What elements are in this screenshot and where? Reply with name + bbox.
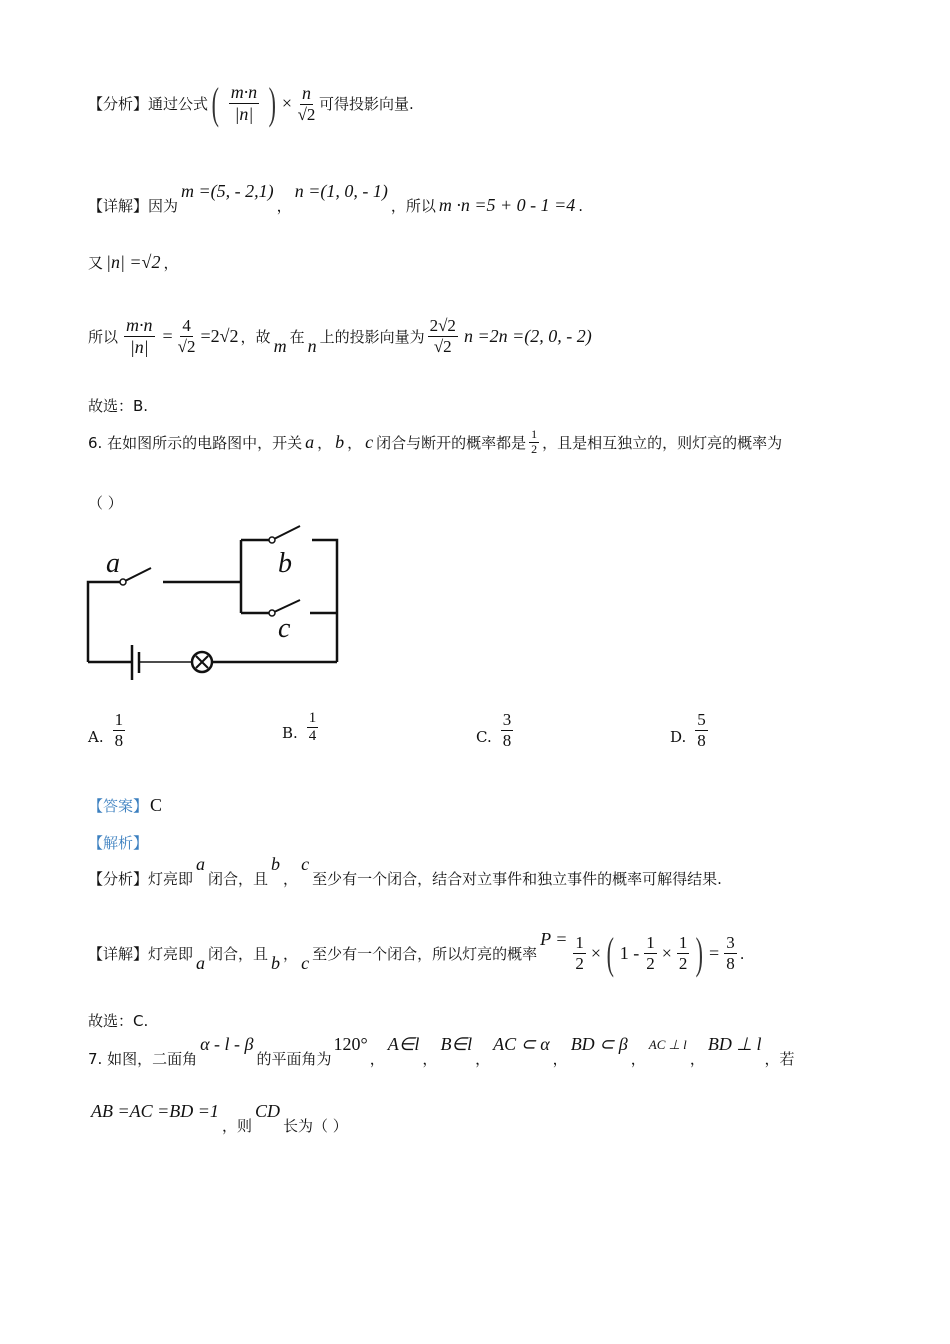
text: . — [739, 944, 745, 963]
text: 至少有一个闭合，结合对立事件和独立事件的概率可解得结果. — [312, 870, 722, 888]
text: . — [578, 196, 584, 215]
text: 灯亮即 — [148, 945, 194, 963]
label-a: a — [106, 548, 120, 579]
text: ， — [276, 197, 292, 215]
option-label: D. — [670, 728, 687, 747]
q5-analysis-line — [88, 78, 414, 129]
option-a[interactable] — [88, 710, 128, 750]
text: 所以 — [88, 327, 119, 346]
text: 的平面角为 — [256, 1050, 332, 1068]
circuit-diagram — [80, 520, 360, 690]
q6-explain — [88, 832, 148, 853]
math: n =(1, 0, - 1) — [294, 181, 388, 201]
math: AB =AC =BD =1 — [91, 1101, 219, 1121]
text: ， — [347, 433, 363, 452]
text: 故选：B. — [88, 397, 149, 415]
math: 1 - — [619, 943, 640, 963]
fraction — [307, 710, 319, 746]
q7-condition — [88, 1101, 348, 1136]
numerator: m·n — [126, 315, 153, 335]
numerator: n — [302, 82, 311, 103]
denominator: 2 — [646, 954, 655, 973]
text: 又 — [88, 254, 104, 272]
denominator: √2 — [177, 336, 196, 356]
text: ， — [552, 1050, 568, 1068]
numerator: 1 — [646, 933, 655, 953]
math: b — [271, 953, 281, 973]
text: ， — [475, 1050, 491, 1068]
numerator: m·n — [230, 82, 258, 103]
option-label: C. — [476, 728, 492, 747]
denominator: 8 — [726, 954, 735, 973]
analysis-label: 【分析】 — [88, 95, 149, 113]
fraction — [724, 933, 737, 973]
text: ，若 — [764, 1050, 795, 1068]
text: 7. 如图，二面角 — [88, 1050, 198, 1068]
denominator: 2 — [678, 954, 688, 973]
denominator: 2 — [531, 441, 538, 456]
option-c[interactable] — [476, 710, 516, 750]
math: m =(5, - 2,1) — [181, 181, 274, 201]
right-paren: ) — [268, 79, 277, 128]
q6-stem — [88, 428, 782, 457]
left-paren: ( — [211, 79, 220, 128]
math: = — [162, 325, 173, 346]
fraction — [428, 316, 458, 356]
option-d[interactable] — [670, 710, 711, 750]
text: ， — [163, 254, 179, 272]
text: ， — [630, 1050, 646, 1068]
text: 可得投影向量. — [319, 95, 414, 113]
text: 6. 在如图所示的电路图中，开关 — [88, 433, 303, 452]
numerator: 5 — [697, 710, 706, 729]
denominator: 2 — [575, 954, 584, 973]
switch-b — [272, 526, 300, 540]
denominator: 8 — [502, 730, 512, 750]
math: P = — [540, 929, 568, 949]
math: B∈l — [440, 1034, 473, 1054]
option-label: A. — [88, 728, 104, 747]
text: ， — [369, 1050, 385, 1068]
math: b — [335, 431, 345, 452]
fraction — [529, 428, 539, 457]
text: 长为（ ） — [282, 1117, 348, 1135]
answer-value: C — [150, 795, 163, 815]
math: × — [590, 943, 602, 963]
numerator: 2√2 — [429, 316, 456, 336]
fraction — [695, 710, 708, 750]
switch-c — [272, 600, 300, 613]
fraction — [297, 83, 316, 124]
wire — [88, 582, 123, 662]
text: ， — [283, 945, 299, 963]
text: ，所以 — [390, 197, 436, 215]
math: b — [271, 854, 281, 874]
math: AC ⊥ l — [648, 1036, 687, 1052]
times: × — [281, 93, 292, 113]
denominator: |n| — [129, 336, 149, 357]
text: 故选：C. — [88, 1012, 149, 1030]
fraction — [677, 933, 690, 973]
fraction — [644, 933, 657, 973]
fraction — [178, 316, 196, 356]
detail-label: 【详解】 — [88, 197, 149, 215]
explain-label: 【解析】 — [88, 834, 149, 852]
q6-detail-line — [88, 928, 744, 979]
text: ，则 — [221, 1117, 252, 1135]
formula-fraction — [226, 82, 263, 124]
q5-choice — [88, 395, 148, 416]
numerator: 1 — [678, 933, 688, 953]
math: AC ⊂ α — [493, 1034, 550, 1054]
text: 通过公式 — [148, 95, 209, 113]
math: n =2n =(2, 0, - 2) — [463, 325, 592, 346]
math: 120° — [333, 1034, 368, 1054]
math: c — [301, 953, 310, 973]
denominator: 4 — [308, 728, 317, 745]
left-paren: ( — [606, 929, 615, 978]
fraction — [573, 933, 586, 973]
text: ， — [422, 1050, 438, 1068]
q6-blank — [88, 492, 123, 513]
math: A∈l — [387, 1034, 420, 1054]
math: a — [196, 854, 206, 874]
math: =2√2 — [200, 325, 239, 346]
math: m ·n =5 + 0 - 1 =4 — [438, 195, 576, 215]
numerator: 3 — [502, 710, 512, 729]
q6-analysis-line — [88, 854, 722, 889]
label-b: b — [278, 548, 292, 579]
numerator: 1 — [114, 710, 124, 729]
text: 在 — [289, 327, 305, 346]
detail-label: 【详解】 — [88, 945, 149, 963]
fraction — [501, 710, 514, 750]
q5-detail-line — [88, 181, 584, 216]
q6-answer — [88, 795, 164, 816]
fraction — [121, 315, 158, 357]
math: |n| =√2 — [106, 252, 161, 272]
math: a — [196, 953, 206, 973]
q5-projection-line — [88, 315, 595, 357]
math: BD ⊂ β — [570, 1034, 628, 1054]
denominator: √2 — [297, 104, 316, 124]
text: 灯亮即 — [148, 870, 194, 888]
math: × — [661, 943, 672, 963]
text: ，且是相互独立的，则灯亮的概率为 — [542, 433, 783, 452]
q6-choice — [88, 1010, 148, 1031]
text: 闭合与断开的概率都是 — [376, 433, 527, 452]
math: c — [365, 431, 374, 452]
text: ， — [283, 870, 299, 888]
text: ，故 — [240, 327, 271, 346]
label-c: c — [278, 613, 291, 644]
math: α - l - β — [200, 1034, 254, 1054]
option-b[interactable] — [282, 710, 321, 746]
denominator: |n| — [234, 104, 254, 124]
text: 闭合，且 — [208, 945, 269, 963]
denominator: 8 — [114, 730, 124, 750]
math: BD ⊥ l — [707, 1034, 762, 1054]
text: 上的投影向量为 — [319, 327, 425, 346]
numerator: 1 — [575, 933, 584, 953]
math: n — [307, 335, 317, 356]
text: 至少有一个闭合，所以灯亮的概率 — [312, 945, 538, 963]
numerator: 1 — [531, 427, 538, 441]
denominator: √2 — [433, 336, 452, 356]
right-paren: ) — [696, 929, 704, 978]
math: m — [273, 335, 287, 356]
option-label: B. — [282, 723, 298, 742]
numerator: 1 — [307, 710, 319, 728]
numerator: 4 — [182, 316, 191, 336]
answer-label: 【答案】 — [88, 797, 149, 815]
analysis-label: 【分析】 — [88, 870, 149, 888]
math: CD — [254, 1101, 280, 1121]
denominator: 8 — [697, 730, 706, 750]
text: （ ） — [88, 494, 123, 512]
math: a — [305, 431, 315, 452]
text: ， — [689, 1050, 705, 1068]
text: ， — [317, 433, 333, 452]
numerator: 3 — [726, 933, 735, 953]
math: = — [709, 943, 720, 963]
math: c — [301, 854, 310, 874]
q7-stem — [88, 1034, 795, 1069]
switch-a — [123, 568, 151, 582]
wire — [312, 540, 337, 662]
fraction — [113, 710, 126, 750]
q5-norm-line — [88, 252, 178, 273]
text: 闭合，且 — [208, 870, 269, 888]
text: 因为 — [148, 197, 179, 215]
